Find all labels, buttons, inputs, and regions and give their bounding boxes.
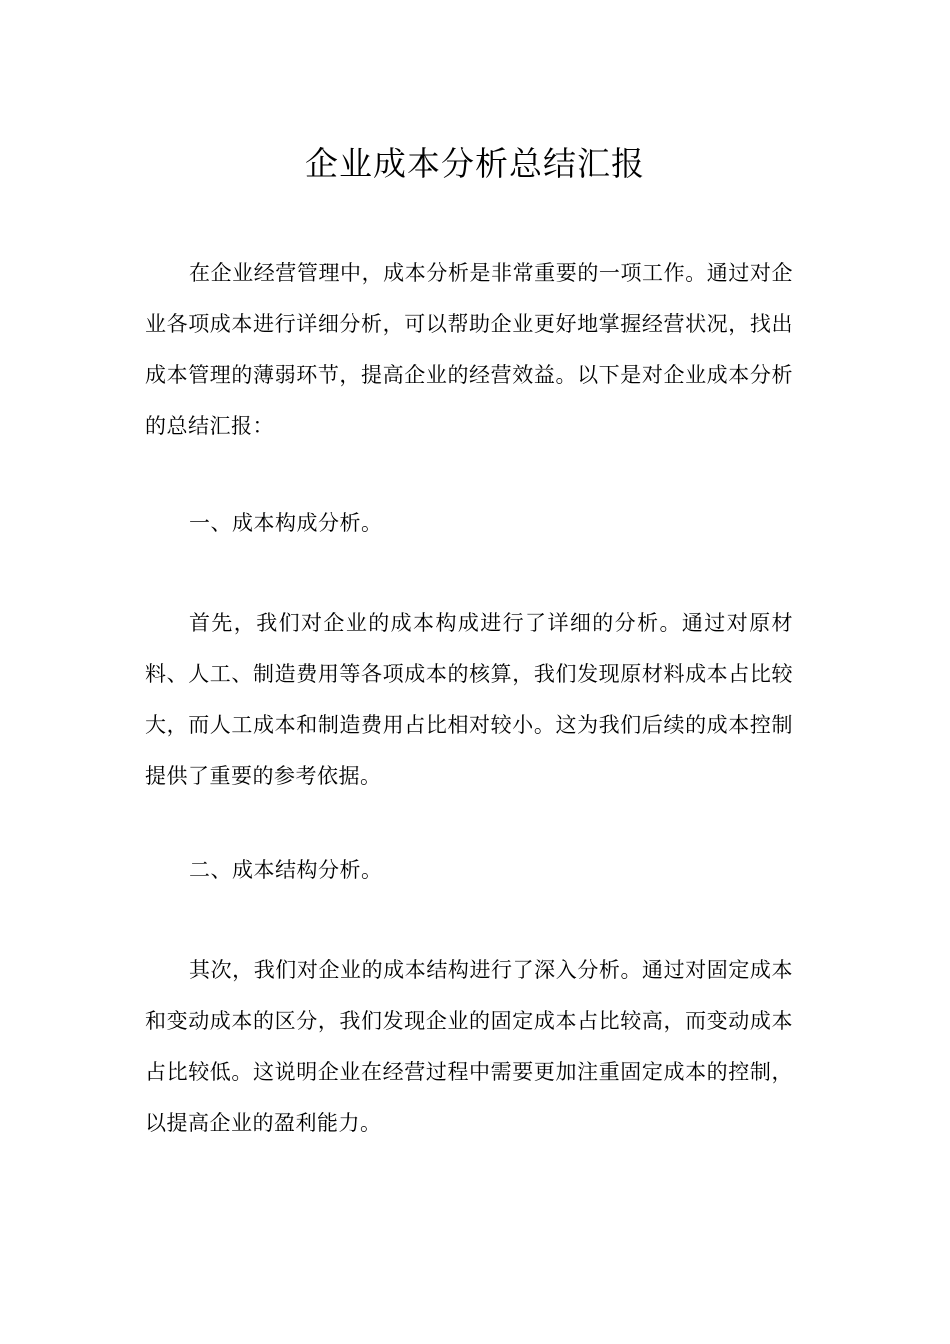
section-body-cost-structure: 其次，我们对企业的成本结构进行了深入分析。通过对固定成本和变动成本的区分，我们发现企业的固定成本占比较高，而变动成本占比较低。这说明企业在经营过程中需要更加注重固定成本的控制，以提高企业的盈利能力。 <box>145 958 793 1135</box>
section-heading-cost-composition: 一、成本构成分析。 <box>189 511 383 535</box>
section-heading-cost-structure: 二、成本结构分析。 <box>189 858 383 882</box>
document-title: 企业成本分析总结汇报 <box>305 144 645 183</box>
intro-paragraph: 在企业经营管理中，成本分析是非常重要的一项工作。通过对企业各项成本进行详细分析，可以帮助企业更好地掌握经营状况，找出成本管理的薄弱环节，提高企业的经营效益。以下是对企业成本分析的总结汇报： <box>145 261 793 438</box>
section-body-cost-composition: 首先，我们对企业的成本构成进行了详细的分析。通过对原材料、人工、制造费用等各项成本的核算，我们发现原材料成本占比较大，而人工成本和制造费用占比相对较小。这为我们后续的成本控制提供了重要的参考依据。 <box>145 611 793 788</box>
